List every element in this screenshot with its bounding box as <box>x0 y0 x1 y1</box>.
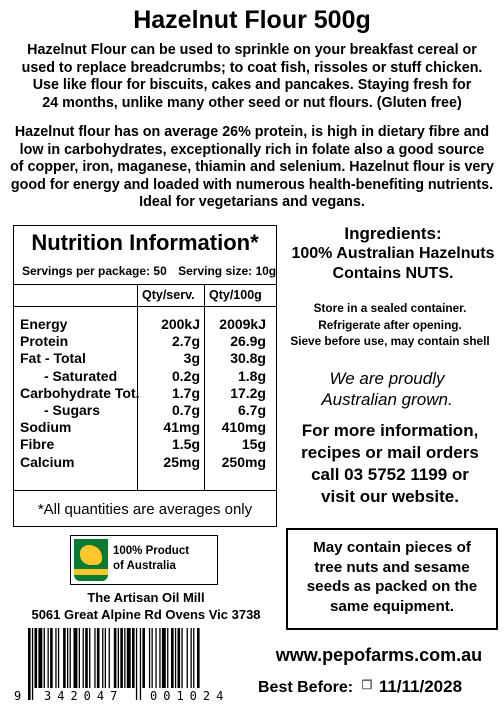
info-line: recipes or mail orders <box>301 443 479 462</box>
best-before <box>258 677 462 697</box>
website-url[interactable]: www.pepofarms.com.au <box>275 645 483 665</box>
best-before-label: Best Before: <box>258 679 354 696</box>
allergen-line: same equipment. <box>329 597 455 615</box>
barcode-bar <box>193 628 194 688</box>
barcode-bar <box>35 628 38 688</box>
barcode-bar <box>136 628 137 700</box>
barcode-bar <box>142 628 145 688</box>
nutrient-name: Fibre <box>20 436 55 453</box>
description-line: low in carbohydrates, exceptionally rich in folate also a good source <box>19 141 485 158</box>
nutrient-name: Fat - Total <box>20 350 86 367</box>
allergen-line: May contain pieces of <box>313 539 471 556</box>
servings-per-package: Servings per package: 50 <box>22 264 167 278</box>
barcode-bar <box>191 628 192 688</box>
nutrient-per-100g: 30.8g <box>230 350 266 367</box>
barcode-bar <box>83 628 84 688</box>
allergen-line: seeds as packed on the <box>306 578 478 595</box>
nutrient-per-100g: 6.7g <box>237 401 266 418</box>
info-line: call 03 5752 1199 or <box>311 465 469 484</box>
barcode-bar <box>48 628 49 688</box>
barcode-bar <box>102 628 103 688</box>
nutrition-row <box>20 402 270 419</box>
proud-line: Australian grown. <box>321 390 453 409</box>
description-line: Ideal for vegetarians and vegans. <box>139 194 365 210</box>
description-line: of copper, iron, maganese, thiamin and selenium. Hazelnut flour is very <box>10 159 494 175</box>
barcode-bar <box>74 628 78 688</box>
column-header-serving: Qty/serv. <box>142 288 195 302</box>
logo-text <box>113 544 189 574</box>
description-line: Hazelnut Flour can be used to sprinkle on your breakfast cereal or <box>27 42 477 58</box>
barcode-bar <box>118 628 119 688</box>
description-nutrition <box>6 124 498 212</box>
best-before-date: 11/11/2028 <box>378 677 463 696</box>
nutrition-row <box>20 419 270 436</box>
barcode-bar <box>149 628 150 688</box>
divider <box>14 284 276 285</box>
barcode-bar <box>109 628 110 688</box>
nutrient-per-100g: 26.9g <box>230 333 266 350</box>
storage-instructions <box>276 300 504 350</box>
barcode-bar <box>120 628 123 688</box>
barcode-bar <box>140 628 141 700</box>
nutrient-per-serving: 1.5g <box>171 436 200 453</box>
ingredients-heading: Ingredients: <box>344 224 442 243</box>
divider <box>14 306 276 307</box>
barcode-bar <box>159 628 160 688</box>
barcode-bar <box>197 628 200 688</box>
nutrient-per-serving: 200kJ <box>161 316 200 332</box>
nutrient-per-100g: 2009kJ <box>219 316 266 332</box>
company-name: The Artisan Oil Mill <box>87 590 205 605</box>
nutrition-row <box>20 350 270 367</box>
storage-line: Store in a sealed container. <box>313 301 467 315</box>
ingredients-line: 100% Australian Hazelnuts <box>291 245 495 262</box>
barcode-bar <box>178 628 181 688</box>
barcode-bar <box>175 628 176 688</box>
barcode-bar <box>127 628 131 688</box>
nutrient-per-100g: 250mg <box>221 453 266 470</box>
logo-line: of Australia <box>113 560 176 572</box>
nutrient-per-serving: 3g <box>183 350 200 367</box>
barcode-bar <box>50 628 53 688</box>
allergen-line: tree nuts and sesame <box>314 558 470 576</box>
proud-statement <box>282 368 492 410</box>
barcode-bar <box>28 628 31 700</box>
column-header-100g: Qty/100g <box>209 288 262 302</box>
nutrient-per-serving: 25mg <box>163 453 200 470</box>
barcode-bar <box>187 628 188 688</box>
nutrient-name: Energy <box>20 316 68 332</box>
nutrition-panel <box>13 225 277 527</box>
more-info-block <box>286 420 494 508</box>
australian-made-logo <box>70 535 218 585</box>
nutrition-row <box>20 454 270 471</box>
nutrient-per-serving: 0.7g <box>171 401 200 418</box>
ingredients-contains: Contains NUTS. <box>332 265 454 282</box>
nutrient-per-serving: 41mg <box>163 419 200 436</box>
barcode-bar <box>105 628 106 688</box>
barcode-bar <box>32 628 33 700</box>
nutrient-per-serving: 2.7g <box>171 333 200 350</box>
barcode-bar <box>171 628 174 688</box>
nutrient-per-100g: 15g <box>241 436 266 453</box>
nutrition-row <box>20 368 270 385</box>
cube-icon: ❐ <box>361 678 373 692</box>
barcode-bar <box>79 628 80 688</box>
divider <box>14 490 276 491</box>
barcode-bar <box>167 628 168 688</box>
barcode-bar <box>70 628 71 688</box>
nutrition-servings <box>22 264 284 278</box>
nutrient-per-serving: 1.7g <box>171 384 200 401</box>
barcode-digit-group: 9 <box>14 689 22 703</box>
info-line: For more information, <box>301 421 479 440</box>
barcode-bar <box>181 628 182 688</box>
company-address: 5061 Great Alpine Rd Ovens Vic 3738 <box>31 607 261 622</box>
description-line: good for energy and loaded with numerous health-benefiting nutrients. <box>10 176 494 193</box>
nutrient-per-100g: 1.8g <box>237 367 266 384</box>
nutrient-name: Carbohydrate Tot. <box>20 384 140 401</box>
barcode-bar <box>38 628 42 688</box>
serving-size: Serving size: 10g <box>178 264 277 278</box>
nutrient-per-100g: 410mg <box>221 419 266 436</box>
proud-line: We are proudly <box>329 369 445 388</box>
ingredients-block <box>282 224 504 284</box>
barcode-bar <box>152 628 153 688</box>
description-line: used to replace breadcrumbs; to coat fish, rissoles or stuff chicken. <box>21 59 483 76</box>
description-line: Hazelnut flour has on average 26% protein, is high in dietary fibre and <box>14 124 490 140</box>
storage-line: Refrigerate after opening. <box>318 317 462 332</box>
barcode-bar <box>67 628 68 688</box>
australian-made-kangaroo-icon <box>74 539 108 581</box>
barcode-bar <box>94 628 95 688</box>
barcode-bar <box>85 628 88 688</box>
product-title: Hazelnut Flour 500g <box>133 6 371 34</box>
barcode-bar <box>124 628 125 688</box>
barcode <box>14 628 250 706</box>
nutrition-title: Nutrition Information* <box>31 230 259 255</box>
description-line: Use like flour for biscuits, cakes and pancakes. Staying fresh for <box>32 77 472 93</box>
description-usage <box>6 42 498 112</box>
nutrient-name: Sodium <box>20 419 72 436</box>
nutrition-row <box>20 316 270 333</box>
barcode-bar <box>55 628 56 688</box>
barcode-digit-group: 001024 <box>150 689 230 703</box>
nutrient-name: - Sugars <box>44 401 101 418</box>
barcode-bar <box>97 628 100 688</box>
nutrient-per-100g: 17.2g <box>230 384 266 401</box>
nutrition-row <box>20 436 270 453</box>
barcode-bar <box>155 628 156 688</box>
nutrient-per-serving: 0.2g <box>171 367 200 384</box>
logo-line: 100% Product <box>113 545 190 557</box>
barcode-bar <box>44 628 45 688</box>
barcode-bar <box>132 628 135 688</box>
nutrient-name: Protein <box>20 333 69 350</box>
nutrient-name: - Saturated <box>44 367 118 384</box>
barcode-bar <box>114 628 117 688</box>
description-line: 24 months, unlike many other seed or nut flours. (Gluten free) <box>42 94 462 111</box>
nutrition-note: *All quantities are averages only <box>37 501 253 518</box>
nutrition-row <box>20 385 270 402</box>
barcode-digit-group: 342047 <box>44 689 124 703</box>
info-line: visit our website. <box>321 487 459 506</box>
company-info <box>14 589 278 623</box>
barcode-bar <box>89 628 90 688</box>
nutrition-row <box>20 333 270 350</box>
storage-line: Sieve before use, may contain shell <box>290 334 490 348</box>
nutrient-name: Calcium <box>20 453 75 470</box>
barcode-bar <box>58 628 59 688</box>
nutrition-rows <box>20 316 270 471</box>
barcode-bar <box>162 628 166 688</box>
barcode-bar <box>63 628 66 688</box>
allergen-warning <box>286 528 498 630</box>
